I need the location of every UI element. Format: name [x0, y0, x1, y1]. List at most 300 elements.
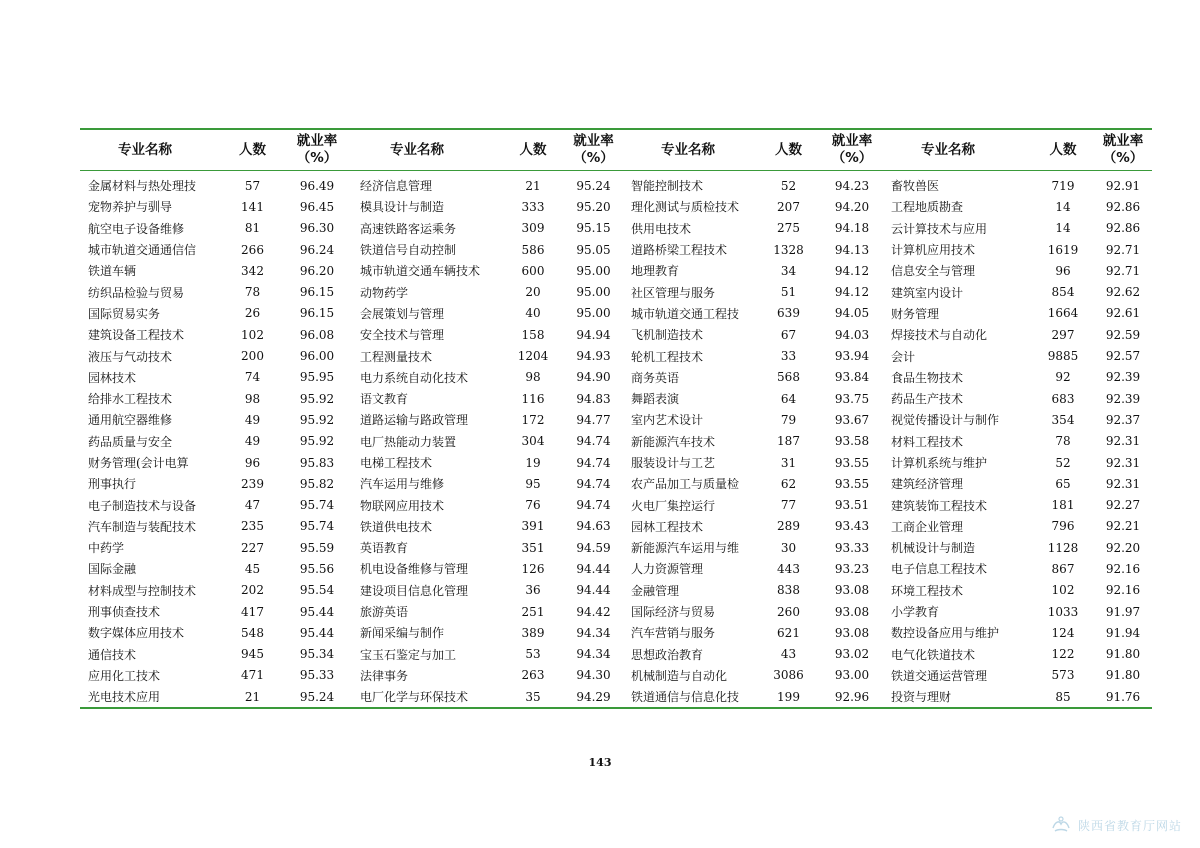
- table-row: [80, 431, 1152, 452]
- employment-rate-cell: 91.76: [1105, 689, 1141, 704]
- header-rate-unit: （%）: [296, 150, 338, 166]
- major-name-cell: 环境工程技术: [891, 583, 964, 598]
- graduate-count-cell: 443: [777, 561, 800, 576]
- employment-rate-cell: 93.08: [834, 583, 870, 598]
- major-name-cell: 食品生物技术: [891, 370, 964, 385]
- graduate-count-cell: 548: [241, 625, 264, 640]
- header-count: 人数: [519, 141, 547, 158]
- graduate-count-cell: 9885: [1047, 349, 1079, 364]
- graduate-count-cell: 251: [521, 604, 545, 619]
- major-name-cell: 药品质量与安全: [88, 434, 173, 449]
- graduate-count-cell: 158: [521, 327, 545, 342]
- major-name-cell: 建筑装饰工程技术: [891, 498, 988, 513]
- graduate-count-cell: 297: [1051, 327, 1075, 342]
- header-rate-unit: （%）: [831, 150, 873, 166]
- employment-rate-cell: 94.42: [576, 604, 611, 619]
- major-name-cell: 焊接技术与自动化: [891, 328, 988, 343]
- employment-rate-cell: 94.05: [834, 306, 870, 321]
- employment-rate-cell: 92.39: [1105, 391, 1141, 406]
- graduate-count-cell: 351: [521, 540, 545, 555]
- table-row: [80, 516, 1152, 537]
- graduate-count-cell: 1128: [1047, 540, 1079, 555]
- table-row: [80, 537, 1152, 558]
- header-major-name: 专业名称: [118, 141, 172, 158]
- graduate-count-cell: 263: [521, 668, 545, 683]
- graduate-count-cell: 854: [1051, 285, 1075, 300]
- employment-rate-cell: 93.75: [834, 391, 870, 406]
- graduate-count-cell: 92: [1055, 370, 1071, 385]
- major-name-cell: 计算机应用技术: [891, 243, 976, 258]
- employment-rate-table: [80, 128, 1152, 709]
- graduate-count-cell: 57: [244, 178, 261, 193]
- major-name-cell: 液压与气动技术: [88, 349, 173, 364]
- major-name-cell: 机械制造与自动化: [631, 668, 728, 683]
- major-name-cell: 视觉传播设计与制作: [891, 413, 1000, 428]
- employment-rate-cell: 95.44: [299, 625, 335, 640]
- graduate-count-cell: 187: [777, 434, 800, 449]
- graduate-count-cell: 227: [241, 540, 264, 555]
- major-name-cell: 光电技术应用: [88, 690, 161, 705]
- major-name-cell: 地理教育: [631, 264, 680, 279]
- employment-rate-cell: 91.94: [1105, 625, 1141, 640]
- major-name-cell: 道路运输与路政管理: [360, 413, 469, 428]
- employment-rate-cell: 92.31: [1105, 455, 1141, 470]
- employment-rate-cell: 93.23: [834, 561, 870, 576]
- major-name-cell: 汽车运用与维修: [360, 477, 445, 492]
- table-row: [80, 558, 1152, 579]
- major-name-cell: 电气化铁道技术: [891, 647, 976, 662]
- employment-rate-cell: 94.20: [834, 199, 870, 214]
- employment-rate-cell: 93.08: [834, 604, 870, 619]
- graduate-count-cell: 1328: [773, 242, 804, 257]
- employment-rate-cell: 91.97: [1105, 604, 1141, 619]
- employment-rate-cell: 95.54: [299, 583, 335, 598]
- table-row: [80, 260, 1152, 281]
- major-name-cell: 工程地质勘查: [891, 200, 964, 215]
- graduate-count-cell: 67: [780, 327, 797, 342]
- graduate-count-cell: 126: [521, 561, 545, 576]
- employment-rate-cell: 95.56: [299, 561, 335, 576]
- employment-rate-cell: 94.12: [834, 263, 870, 278]
- employment-rate-cell: 94.18: [834, 221, 870, 236]
- graduate-count-cell: 49: [244, 434, 261, 449]
- graduate-count-cell: 51: [780, 285, 797, 300]
- graduate-count-cell: 116: [521, 391, 545, 406]
- graduate-count-cell: 47: [244, 498, 261, 513]
- table-row: [80, 686, 1152, 708]
- major-name-cell: 理化测试与质检技术: [631, 200, 740, 215]
- major-name-cell: 国际经济与贸易: [631, 605, 716, 620]
- employment-rate-cell: 93.55: [834, 455, 870, 470]
- employment-rate-cell: 94.94: [576, 327, 611, 342]
- graduate-count-cell: 33: [780, 349, 797, 364]
- employment-rate-cell: 94.74: [576, 455, 611, 470]
- graduate-count-cell: 30: [780, 540, 797, 555]
- major-name-cell: 计算机系统与维护: [891, 456, 988, 470]
- employment-rate-cell: 92.37: [1105, 412, 1141, 427]
- graduate-count-cell: 333: [521, 199, 545, 214]
- header-count: 人数: [239, 141, 266, 158]
- graduate-count-cell: 342: [241, 263, 264, 278]
- employment-rate-cell: 93.08: [834, 625, 870, 640]
- employment-rate-cell: 92.39: [1105, 370, 1141, 385]
- employment-rate-cell: 94.34: [576, 625, 611, 640]
- employment-rate-cell: 93.51: [834, 498, 870, 513]
- major-name-cell: 铁道通信与信息化技: [631, 690, 740, 705]
- major-name-cell: 给排水工程技术: [88, 392, 173, 407]
- graduate-count-cell: 181: [1051, 498, 1075, 513]
- employment-rate-cell: 95.00: [576, 285, 611, 300]
- graduate-count-cell: 34: [780, 263, 797, 278]
- major-name-cell: 药品生产技术: [891, 392, 964, 407]
- graduate-count-cell: 74: [244, 370, 261, 385]
- graduate-count-cell: 65: [1055, 476, 1071, 491]
- graduate-count-cell: 417: [241, 604, 264, 619]
- major-name-cell: 宝玉石鉴定与加工: [360, 647, 457, 662]
- graduate-count-cell: 78: [244, 285, 261, 300]
- graduate-count-cell: 235: [241, 519, 264, 534]
- graduate-count-cell: 683: [1051, 391, 1075, 406]
- graduate-count-cell: 76: [525, 498, 541, 513]
- major-name-cell: 舞蹈表演: [631, 392, 680, 407]
- major-name-cell: 商务英语: [631, 370, 680, 385]
- major-name-cell: 畜牧兽医: [891, 179, 940, 194]
- graduate-count-cell: 1619: [1047, 242, 1079, 257]
- graduate-count-cell: 141: [241, 199, 264, 214]
- graduate-count-cell: 639: [777, 306, 800, 321]
- major-name-cell: 法律事务: [360, 668, 409, 683]
- employment-rate-cell: 92.16: [1105, 583, 1141, 598]
- major-name-cell: 道路桥梁工程技术: [631, 243, 728, 258]
- table-row: [80, 218, 1152, 239]
- employment-rate-cell: 93.94: [834, 349, 870, 364]
- major-name-cell: 模具设计与制造: [360, 200, 445, 215]
- employment-rate-cell: 92.71: [1105, 242, 1141, 257]
- employment-rate-cell: 92.20: [1105, 540, 1141, 555]
- graduate-count-cell: 1204: [517, 349, 549, 364]
- major-name-cell: 城市轨道交通通信信: [88, 243, 197, 258]
- major-name-cell: 金属材料与热处理技: [88, 179, 197, 194]
- employment-rate-cell: 96.00: [299, 349, 335, 364]
- graduate-count-cell: 77: [780, 498, 797, 513]
- table-row: [80, 644, 1152, 665]
- major-name-cell: 思想政治教育: [631, 647, 704, 662]
- major-name-cell: 刑事执行: [88, 477, 137, 492]
- graduate-count-cell: 471: [241, 668, 264, 683]
- major-name-cell: 服装设计与工艺: [631, 456, 716, 470]
- employment-rate-cell: 94.83: [576, 391, 611, 406]
- graduate-count-cell: 78: [1055, 434, 1071, 449]
- employment-rate-cell: 95.83: [299, 455, 335, 470]
- major-name-cell: 轮机工程技术: [631, 349, 704, 364]
- employment-rate-cell: 93.84: [834, 370, 870, 385]
- graduate-count-cell: 275: [777, 221, 800, 236]
- major-name-cell: 英语教育: [360, 541, 409, 556]
- major-name-cell: 新能源汽车运用与维: [631, 541, 740, 556]
- major-name-cell: 宠物养护与驯导: [88, 200, 173, 215]
- employment-rate-cell: 96.24: [299, 242, 335, 257]
- table-row: [80, 345, 1152, 366]
- graduate-count-cell: 102: [1051, 583, 1075, 598]
- major-name-cell: 安全技术与管理: [360, 328, 445, 343]
- employment-rate-cell: 92.71: [1105, 263, 1141, 278]
- employment-rate-cell: 95.92: [299, 434, 335, 449]
- employment-rate-cell: 95.24: [576, 178, 611, 193]
- graduate-count-cell: 391: [521, 519, 545, 534]
- employment-rate-cell: 94.30: [576, 668, 611, 683]
- table-header-row: [80, 129, 1152, 171]
- major-name-cell: 小学教育: [891, 605, 940, 620]
- employment-rate-cell: 94.90: [576, 370, 611, 385]
- graduate-count-cell: 64: [780, 391, 797, 406]
- major-name-cell: 金融管理: [631, 583, 680, 598]
- major-name-cell: 航空电子设备维修: [88, 221, 185, 236]
- major-name-cell: 飞机制造技术: [631, 328, 704, 343]
- employment-rate-cell: 95.33: [299, 668, 335, 683]
- header-major-name: 专业名称: [661, 141, 715, 158]
- employment-rate-cell: 96.30: [299, 221, 335, 236]
- employment-rate-cell: 94.12: [834, 285, 870, 300]
- major-name-cell: 城市轨道交通工程技: [631, 306, 740, 321]
- employment-rate-cell: 95.05: [576, 242, 611, 257]
- graduate-count-cell: 260: [777, 604, 800, 619]
- major-name-cell: 供用电技术: [631, 221, 692, 236]
- employment-rate-cell: 93.58: [834, 434, 870, 449]
- watermark: [1050, 814, 1182, 836]
- major-name-cell: 铁道交通运营管理: [891, 668, 988, 683]
- graduate-count-cell: 239: [241, 476, 264, 491]
- graduate-count-cell: 14: [1055, 199, 1071, 214]
- graduate-count-cell: 124: [1051, 625, 1075, 640]
- graduate-count-cell: 40: [525, 306, 541, 321]
- graduate-count-cell: 31: [780, 455, 797, 470]
- employment-rate-cell: 94.44: [576, 583, 611, 598]
- major-name-cell: 农产品加工与质量检: [631, 477, 740, 492]
- graduate-count-cell: 62: [780, 476, 797, 491]
- employment-rate-cell: 94.59: [576, 540, 611, 555]
- header-employment-rate: [1094, 129, 1152, 171]
- table-row: [80, 388, 1152, 409]
- major-name-cell: 数控设备应用与维护: [891, 626, 1000, 641]
- table-row: [80, 409, 1152, 430]
- employment-rate-cell: 96.15: [299, 306, 335, 321]
- header-rate-label: 就业率: [296, 133, 338, 149]
- employment-rate-cell: 95.59: [299, 540, 335, 555]
- graduate-count-cell: 85: [1055, 689, 1071, 704]
- graduate-count-cell: 81: [244, 221, 261, 236]
- employment-rate-cell: 94.29: [576, 689, 611, 704]
- employment-rate-cell: 94.13: [834, 242, 870, 257]
- employment-rate-cell: 95.00: [576, 263, 611, 278]
- major-name-cell: 材料成型与控制技术: [88, 583, 197, 598]
- table-row: [80, 452, 1152, 473]
- page-number: 143: [588, 756, 612, 769]
- graduate-count-cell: 96: [244, 455, 261, 470]
- graduate-count-cell: 36: [525, 583, 541, 598]
- major-name-cell: 电子信息工程技术: [891, 562, 988, 577]
- graduate-count-cell: 600: [521, 263, 545, 278]
- graduate-count-cell: 568: [777, 370, 800, 385]
- major-name-cell: 通用航空器维修: [88, 413, 173, 428]
- employment-rate-cell: 94.74: [576, 498, 611, 513]
- major-name-cell: 电厂热能动力装置: [360, 434, 457, 449]
- major-name-cell: 铁道信号自动控制: [360, 243, 457, 258]
- major-name-cell: 会展策划与管理: [360, 306, 445, 321]
- major-name-cell: 通信技术: [88, 647, 137, 662]
- employment-rate-cell: 95.74: [299, 519, 335, 534]
- header-rate-label: 就业率: [831, 133, 873, 149]
- major-name-cell: 材料工程技术: [891, 434, 964, 449]
- employment-rate-cell: 92.57: [1105, 349, 1141, 364]
- header-count: 人数: [1049, 141, 1077, 158]
- employment-rate-cell: 94.03: [834, 327, 870, 342]
- major-name-cell: 物联网应用技术: [360, 498, 445, 513]
- employment-rate-cell: 92.86: [1105, 199, 1141, 214]
- table-row: [80, 580, 1152, 601]
- employment-rate-cell: 92.27: [1105, 498, 1141, 513]
- hands-icon: [1050, 814, 1072, 836]
- table-row: [80, 239, 1152, 260]
- table-row: [80, 494, 1152, 515]
- header-rate-unit: （%）: [1102, 150, 1144, 166]
- major-name-cell: 城市轨道交通车辆技术: [360, 264, 481, 279]
- graduate-count-cell: 289: [777, 519, 800, 534]
- graduate-count-cell: 207: [777, 199, 800, 214]
- table-row: [80, 622, 1152, 643]
- employment-rate-cell: 94.74: [576, 434, 611, 449]
- graduate-count-cell: 122: [1051, 647, 1075, 662]
- table-row: [80, 303, 1152, 324]
- major-name-cell: 电子制造技术与设备: [88, 498, 197, 513]
- graduate-count-cell: 304: [521, 434, 545, 449]
- graduate-count-cell: 1664: [1047, 306, 1079, 321]
- employment-rate-cell: 95.92: [299, 412, 335, 427]
- graduate-count-cell: 96: [1055, 263, 1071, 278]
- major-name-cell: 火电厂集控运行: [631, 498, 716, 513]
- major-name-cell: 建筑经济管理: [891, 477, 964, 492]
- major-name-cell: 工商企业管理: [891, 519, 964, 534]
- employment-rate-cell: 94.74: [576, 476, 611, 491]
- header-employment-rate: [564, 129, 623, 171]
- major-name-cell: 汽车营销与服务: [631, 626, 716, 641]
- graduate-count-cell: 586: [521, 242, 545, 257]
- employment-rate-cell: 95.74: [299, 498, 335, 513]
- employment-rate-cell: 96.49: [299, 178, 335, 193]
- table-row: [80, 367, 1152, 388]
- graduate-count-cell: 21: [525, 178, 541, 193]
- major-name-cell: 室内艺术设计: [631, 413, 704, 428]
- major-name-cell: 建设项目信息化管理: [360, 583, 469, 598]
- table-row: [80, 473, 1152, 494]
- graduate-count-cell: 796: [1051, 519, 1075, 534]
- major-name-cell: 旅游英语: [360, 605, 409, 620]
- employment-rate-cell: 92.31: [1105, 434, 1141, 449]
- major-name-cell: 新能源汽车技术: [631, 434, 716, 449]
- employment-rate-cell: 96.15: [299, 285, 335, 300]
- major-name-cell: 应用化工技术: [88, 668, 161, 683]
- header-rate-label: 就业率: [573, 133, 614, 149]
- employment-rate-cell: 93.02: [834, 647, 870, 662]
- table-row: [80, 601, 1152, 622]
- major-name-cell: 动物药学: [360, 285, 409, 300]
- major-name-cell: 智能控制技术: [631, 179, 704, 194]
- graduate-count-cell: 621: [777, 625, 800, 640]
- employment-rate-cell: 95.15: [576, 221, 611, 236]
- employment-rate-cell: 94.77: [576, 412, 611, 427]
- graduate-count-cell: 14: [1055, 221, 1071, 236]
- major-name-cell: 信息安全与管理: [891, 264, 976, 279]
- graduate-count-cell: 52: [780, 178, 797, 193]
- table-row: [80, 196, 1152, 217]
- employment-rate-cell: 92.16: [1105, 561, 1141, 576]
- major-name-cell: 建筑设备工程技术: [88, 328, 185, 343]
- major-name-cell: 财务管理: [891, 306, 940, 321]
- major-name-cell: 机电设备维修与管理: [360, 562, 469, 577]
- table-body: [80, 171, 1152, 709]
- graduate-count-cell: 202: [241, 583, 264, 598]
- employment-rate-cell: 92.59: [1105, 327, 1141, 342]
- major-name-cell: 机械设计与制造: [891, 541, 976, 556]
- employment-rate-cell: 95.00: [576, 306, 611, 321]
- employment-rate-cell: 94.93: [576, 349, 611, 364]
- graduate-count-cell: 1033: [1047, 604, 1079, 619]
- employment-rate-cell: 95.95: [299, 370, 335, 385]
- graduate-count-cell: 49: [244, 412, 261, 427]
- employment-rate-cell: 92.31: [1105, 476, 1141, 491]
- major-name-cell: 人力资源管理: [631, 562, 704, 577]
- graduate-count-cell: 945: [241, 647, 264, 662]
- table-row: [80, 281, 1152, 302]
- graduate-count-cell: 53: [525, 647, 541, 662]
- major-name-cell: 投资与理财: [891, 690, 952, 705]
- employment-rate-cell: 95.20: [576, 199, 611, 214]
- employment-rate-cell: 95.44: [299, 604, 335, 619]
- major-name-cell: 高速铁路客运乘务: [360, 221, 457, 236]
- header-employment-rate: [282, 129, 352, 171]
- watermark-text: 陕西省教育厅网站: [1077, 818, 1182, 833]
- employment-rate-cell: 91.80: [1105, 647, 1141, 662]
- table-row: [80, 171, 1152, 197]
- employment-rate-cell: 95.34: [299, 647, 335, 662]
- table-row: [80, 324, 1152, 345]
- graduate-count-cell: 52: [1055, 455, 1071, 470]
- employment-rate-cell: 93.00: [834, 668, 870, 683]
- major-name-cell: 国际贸易实务: [88, 306, 161, 321]
- employment-rate-cell: 92.62: [1105, 285, 1141, 300]
- graduate-count-cell: 719: [1051, 178, 1075, 193]
- employment-rate-cell: 93.67: [834, 412, 870, 427]
- employment-rate-cell: 95.82: [299, 476, 335, 491]
- graduate-count-cell: 266: [241, 242, 264, 257]
- employment-rate-cell: 96.08: [299, 327, 335, 342]
- employment-rate-cell: 95.24: [299, 689, 335, 704]
- employment-rate-cell: 94.44: [576, 561, 611, 576]
- header-rate-unit: （%）: [573, 150, 614, 166]
- employment-rate-cell: 92.96: [834, 689, 870, 704]
- graduate-count-cell: 26: [244, 306, 261, 321]
- header-major-name: 专业名称: [921, 141, 975, 158]
- graduate-count-cell: 43: [780, 647, 797, 662]
- employment-rate-cell: 96.20: [299, 263, 335, 278]
- major-name-cell: 数字媒体应用技术: [88, 626, 185, 641]
- employment-rate-cell: 92.86: [1105, 221, 1141, 236]
- major-name-cell: 电梯工程技术: [360, 456, 433, 470]
- graduate-count-cell: 867: [1051, 561, 1075, 576]
- employment-rate-cell: 94.34: [576, 647, 611, 662]
- employment-rate-cell: 91.80: [1105, 668, 1141, 683]
- graduate-count-cell: 98: [525, 370, 541, 385]
- major-name-cell: 工程测量技术: [360, 349, 433, 364]
